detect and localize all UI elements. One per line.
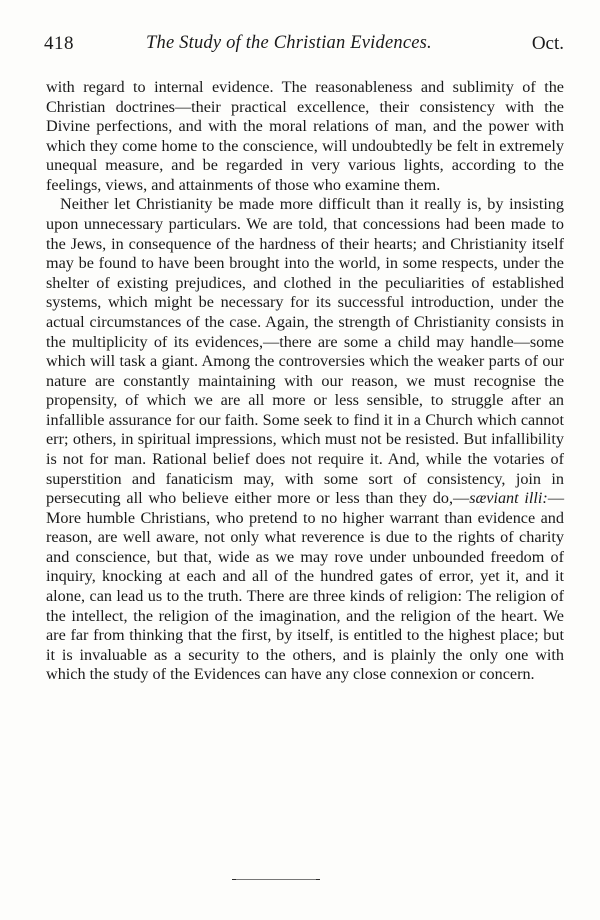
section-end-rule [232, 879, 320, 880]
paragraph-2 [46, 195, 564, 684]
paragraph-text: with regard to internal evidence. The reasonableness and sublimity of the Christian doctrines—their practical excellence, their consistency with the Divine perfections, and with the moral relations of man, and the power with which they come home to the conscience, will undoubtedly be felt in extremely unequal measure, and be regarded in very various lights, according to the feelings, views, and attainments of those who examine them. [46, 78, 564, 194]
article-body [46, 78, 564, 685]
page-header [44, 33, 564, 59]
paragraph-text: Neither let Christianity be made more difficult than it really is, by insisting upon unnecessary particulars. We are told, that concessions had been made to the Jews, in consequence of the hardness of their hearts; and Christianity itself may be found to have been brought into the world, in some respects, under the shelter of existing prejudices, and clothed in the peculiarities of established systems, which might be necessary for its successful introduction, under the actual circumstances of the case. Again, the strength of Christianity consists in the multiplicity of its evidences,—there are some a child may handle—some which will task a giant. Among the controversies which the weaker parts of our nature are constantly maintaining with our reason, we must recognise the propensity, of which we are all more or less sensible, to struggle after an infallible assurance for our faith. Some seek to find it in a Church which cannot err; others, in spiritual impressions, which must not be resisted. But infallibility is not for man. Rational belief does not require it. And, while the votaries of superstition and fanaticism may, with some sort of consistency, join in persecuting all who believe either more or less than they do,— [46, 195, 564, 508]
latin-phrase: sæviant illi: [469, 489, 548, 508]
page-number: 418 [44, 33, 74, 54]
running-title: The Study of the Christian Evidences. [146, 33, 432, 53]
paragraph-1 [46, 78, 564, 195]
issue-month: Oct. [531, 33, 564, 54]
paragraph-text: —More humble Christians, who pretend to no higher warrant than evidence and reason, are well aware, not only what reverence is due to the rights of charity and conscience, but that, wide as we may rove under unbounded freedom of inquiry, knocking at each and all of the hundred gates of error, yet it, and it alone, can lead us to the truth. There are three kinds of religion: The religion of the intellect, the religion of the imagination, and the religion of the heart. We are far from thinking that the first, by itself, is entitled to the highest place; but it is invaluable as a security to the others, and is plainly the only one with which the study of the Evidences can have any close connexion or concern. [46, 489, 564, 684]
